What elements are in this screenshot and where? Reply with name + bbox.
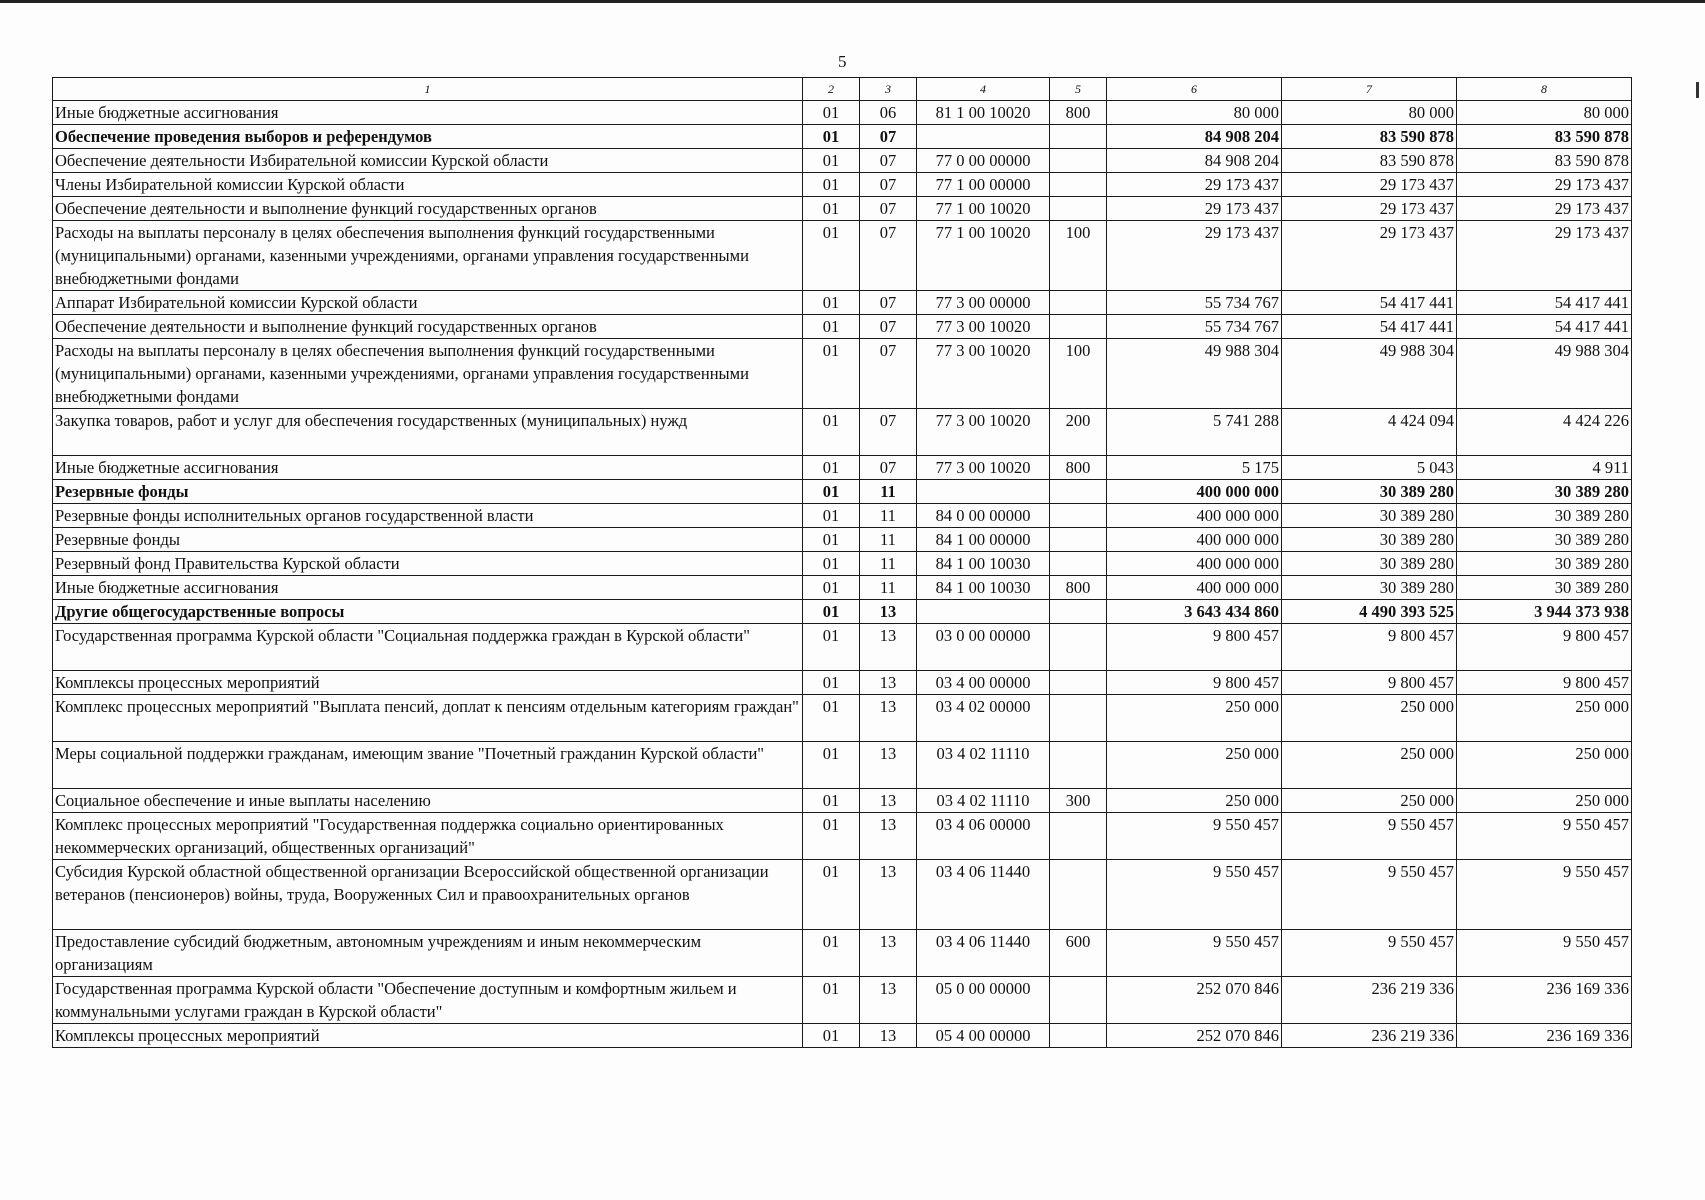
row-name: Предоставление субсидий бюджетным, автономным учреждениям и иным некоммерческим организациям <box>53 930 803 977</box>
amount-col-6: 9 800 457 <box>1107 671 1282 695</box>
row-name: Расходы на выплаты персоналу в целях обеспечения выполнения функций государственными (муниципальными) органами, казенными учреждениями, органами управления государственными внебюджетными фондами <box>53 339 803 409</box>
target-article-code: 03 4 00 00000 <box>917 671 1050 695</box>
target-article-code: 84 1 00 00000 <box>917 528 1050 552</box>
target-article-code: 77 3 00 10020 <box>917 456 1050 480</box>
amount-col-7: 236 219 336 <box>1282 1024 1457 1048</box>
target-article-code: 03 4 02 11110 <box>917 789 1050 813</box>
amount-col-8: 30 389 280 <box>1457 576 1632 600</box>
subsection-code: 13 <box>860 671 917 695</box>
table-row <box>53 624 1632 671</box>
expense-type-code <box>1050 671 1107 695</box>
row-name: Комплекс процессных мероприятий "Выплата пенсий, доплат к пенсиям отдельным категориям граждан" <box>53 695 803 742</box>
table-row <box>53 930 1632 977</box>
amount-col-8: 29 173 437 <box>1457 221 1632 291</box>
column-number: 3 <box>860 78 917 101</box>
amount-col-8: 9 800 457 <box>1457 671 1632 695</box>
row-name: Комплекс процессных мероприятий "Государственная поддержка социально ориентированных некоммерческих организаций, общественных организаций" <box>53 813 803 860</box>
expense-type-code <box>1050 860 1107 930</box>
row-name: Обеспечение проведения выборов и референдумов <box>53 125 803 149</box>
subsection-code: 13 <box>860 695 917 742</box>
amount-col-7: 29 173 437 <box>1282 197 1457 221</box>
subsection-code: 13 <box>860 1024 917 1048</box>
amount-col-8: 250 000 <box>1457 742 1632 789</box>
section-code: 01 <box>803 339 860 409</box>
table-row <box>53 101 1632 125</box>
target-article-code: 03 4 02 11110 <box>917 742 1050 789</box>
target-article-code: 84 1 00 10030 <box>917 552 1050 576</box>
table-row <box>53 600 1632 624</box>
amount-col-7: 29 173 437 <box>1282 221 1457 291</box>
expense-type-code: 200 <box>1050 409 1107 456</box>
expense-type-code <box>1050 695 1107 742</box>
scan-edge-mark <box>1696 82 1699 98</box>
expense-type-code <box>1050 291 1107 315</box>
amount-col-7: 80 000 <box>1282 101 1457 125</box>
section-code: 01 <box>803 552 860 576</box>
amount-col-6: 5 741 288 <box>1107 409 1282 456</box>
subsection-code: 13 <box>860 930 917 977</box>
amount-col-6: 84 908 204 <box>1107 149 1282 173</box>
amount-col-8: 250 000 <box>1457 789 1632 813</box>
target-article-code: 77 1 00 10020 <box>917 221 1050 291</box>
column-number: 7 <box>1282 78 1457 101</box>
amount-col-7: 30 389 280 <box>1282 576 1457 600</box>
amount-col-6: 29 173 437 <box>1107 173 1282 197</box>
table-row <box>53 860 1632 930</box>
amount-col-6: 29 173 437 <box>1107 197 1282 221</box>
section-code: 01 <box>803 600 860 624</box>
column-number: 6 <box>1107 78 1282 101</box>
subsection-code: 07 <box>860 291 917 315</box>
target-article-code: 77 3 00 10020 <box>917 315 1050 339</box>
expense-type-code: 300 <box>1050 789 1107 813</box>
row-name: Члены Избирательной комиссии Курской области <box>53 173 803 197</box>
section-code: 01 <box>803 695 860 742</box>
amount-col-6: 400 000 000 <box>1107 528 1282 552</box>
budget-table <box>52 77 1632 1048</box>
subsection-code: 07 <box>860 409 917 456</box>
amount-col-8: 4 911 <box>1457 456 1632 480</box>
section-code: 01 <box>803 860 860 930</box>
amount-col-7: 29 173 437 <box>1282 173 1457 197</box>
target-article-code: 77 3 00 00000 <box>917 291 1050 315</box>
column-number: 2 <box>803 78 860 101</box>
target-article-code: 03 4 06 00000 <box>917 813 1050 860</box>
amount-col-8: 3 944 373 938 <box>1457 600 1632 624</box>
column-number: 4 <box>917 78 1050 101</box>
target-article-code: 77 1 00 00000 <box>917 173 1050 197</box>
amount-col-6: 400 000 000 <box>1107 504 1282 528</box>
column-number-row <box>53 78 1632 101</box>
row-name: Иные бюджетные ассигнования <box>53 576 803 600</box>
subsection-code: 07 <box>860 173 917 197</box>
subsection-code: 07 <box>860 456 917 480</box>
subsection-code: 11 <box>860 552 917 576</box>
amount-col-6: 80 000 <box>1107 101 1282 125</box>
target-article-code <box>917 480 1050 504</box>
amount-col-7: 4 424 094 <box>1282 409 1457 456</box>
expense-type-code <box>1050 125 1107 149</box>
row-name: Обеспечение деятельности и выполнение функций государственных органов <box>53 315 803 339</box>
amount-col-7: 30 389 280 <box>1282 504 1457 528</box>
table-row <box>53 671 1632 695</box>
section-code: 01 <box>803 789 860 813</box>
amount-col-6: 9 550 457 <box>1107 860 1282 930</box>
target-article-code: 05 4 00 00000 <box>917 1024 1050 1048</box>
expense-type-code <box>1050 552 1107 576</box>
amount-col-6: 250 000 <box>1107 742 1282 789</box>
subsection-code: 13 <box>860 813 917 860</box>
row-name: Комплексы процессных мероприятий <box>53 671 803 695</box>
amount-col-6: 252 070 846 <box>1107 1024 1282 1048</box>
row-name: Социальное обеспечение и иные выплаты населению <box>53 789 803 813</box>
section-code: 01 <box>803 409 860 456</box>
row-name: Расходы на выплаты персоналу в целях обеспечения выполнения функций государственными (муниципальными) органами, казенными учреждениями, органами управления государственными внебюджетными фондами <box>53 221 803 291</box>
amount-col-7: 30 389 280 <box>1282 528 1457 552</box>
table-row <box>53 576 1632 600</box>
row-name: Комплексы процессных мероприятий <box>53 1024 803 1048</box>
amount-col-7: 9 550 457 <box>1282 813 1457 860</box>
expense-type-code: 800 <box>1050 101 1107 125</box>
amount-col-6: 250 000 <box>1107 789 1282 813</box>
amount-col-8: 30 389 280 <box>1457 504 1632 528</box>
amount-col-8: 236 169 336 <box>1457 1024 1632 1048</box>
amount-col-7: 9 550 457 <box>1282 930 1457 977</box>
expense-type-code <box>1050 977 1107 1024</box>
row-name: Иные бюджетные ассигнования <box>53 456 803 480</box>
subsection-code: 11 <box>860 504 917 528</box>
amount-col-6: 400 000 000 <box>1107 576 1282 600</box>
amount-col-6: 55 734 767 <box>1107 315 1282 339</box>
subsection-code: 07 <box>860 315 917 339</box>
amount-col-6: 9 550 457 <box>1107 813 1282 860</box>
budget-table-body <box>53 78 1632 1048</box>
section-code: 01 <box>803 742 860 789</box>
subsection-code: 13 <box>860 624 917 671</box>
amount-col-8: 83 590 878 <box>1457 125 1632 149</box>
column-number: 1 <box>53 78 803 101</box>
amount-col-7: 250 000 <box>1282 789 1457 813</box>
amount-col-8: 54 417 441 <box>1457 291 1632 315</box>
amount-col-7: 9 550 457 <box>1282 860 1457 930</box>
row-name: Резервные фонды исполнительных органов государственной власти <box>53 504 803 528</box>
section-code: 01 <box>803 173 860 197</box>
amount-col-8: 30 389 280 <box>1457 528 1632 552</box>
target-article-code: 77 3 00 10020 <box>917 339 1050 409</box>
expense-type-code <box>1050 528 1107 552</box>
table-row <box>53 813 1632 860</box>
section-code: 01 <box>803 930 860 977</box>
row-name: Резервные фонды <box>53 528 803 552</box>
subsection-code: 07 <box>860 125 917 149</box>
target-article-code: 77 1 00 10020 <box>917 197 1050 221</box>
table-row <box>53 977 1632 1024</box>
amount-col-7: 9 800 457 <box>1282 671 1457 695</box>
amount-col-7: 30 389 280 <box>1282 480 1457 504</box>
expense-type-code <box>1050 315 1107 339</box>
amount-col-7: 83 590 878 <box>1282 149 1457 173</box>
amount-col-6: 49 988 304 <box>1107 339 1282 409</box>
amount-col-8: 4 424 226 <box>1457 409 1632 456</box>
table-row <box>53 742 1632 789</box>
table-row <box>53 552 1632 576</box>
expense-type-code <box>1050 600 1107 624</box>
section-code: 01 <box>803 456 860 480</box>
subsection-code: 07 <box>860 197 917 221</box>
row-name: Обеспечение деятельности и выполнение функций государственных органов <box>53 197 803 221</box>
table-row <box>53 197 1632 221</box>
table-row <box>53 789 1632 813</box>
target-article-code: 03 4 06 11440 <box>917 860 1050 930</box>
table-row <box>53 339 1632 409</box>
row-name: Аппарат Избирательной комиссии Курской области <box>53 291 803 315</box>
expense-type-code <box>1050 197 1107 221</box>
table-row <box>53 315 1632 339</box>
row-name: Меры социальной поддержки гражданам, имеющим звание "Почетный гражданин Курской области" <box>53 742 803 789</box>
subsection-code: 07 <box>860 221 917 291</box>
table-row <box>53 221 1632 291</box>
table-row <box>53 173 1632 197</box>
amount-col-7: 54 417 441 <box>1282 315 1457 339</box>
table-row <box>53 528 1632 552</box>
amount-col-7: 49 988 304 <box>1282 339 1457 409</box>
target-article-code: 05 0 00 00000 <box>917 977 1050 1024</box>
table-row <box>53 291 1632 315</box>
row-name: Резервный фонд Правительства Курской области <box>53 552 803 576</box>
amount-col-8: 83 590 878 <box>1457 149 1632 173</box>
target-article-code: 03 0 00 00000 <box>917 624 1050 671</box>
row-name: Государственная программа Курской области "Обеспечение доступным и комфортным жильем и коммунальными услугами граждан в Курской области" <box>53 977 803 1024</box>
amount-col-8: 9 800 457 <box>1457 624 1632 671</box>
amount-col-6: 55 734 767 <box>1107 291 1282 315</box>
page-top-border <box>0 0 1705 3</box>
section-code: 01 <box>803 1024 860 1048</box>
target-article-code: 84 0 00 00000 <box>917 504 1050 528</box>
row-name: Резервные фонды <box>53 480 803 504</box>
subsection-code: 13 <box>860 860 917 930</box>
target-article-code: 03 4 02 00000 <box>917 695 1050 742</box>
expense-type-code: 600 <box>1050 930 1107 977</box>
amount-col-7: 54 417 441 <box>1282 291 1457 315</box>
amount-col-8: 9 550 457 <box>1457 813 1632 860</box>
expense-type-code: 100 <box>1050 339 1107 409</box>
amount-col-6: 400 000 000 <box>1107 480 1282 504</box>
amount-col-8: 30 389 280 <box>1457 552 1632 576</box>
row-name: Иные бюджетные ассигнования <box>53 101 803 125</box>
section-code: 01 <box>803 125 860 149</box>
expense-type-code: 800 <box>1050 456 1107 480</box>
target-article-code: 77 0 00 00000 <box>917 149 1050 173</box>
expense-type-code <box>1050 624 1107 671</box>
subsection-code: 13 <box>860 977 917 1024</box>
amount-col-8: 30 389 280 <box>1457 480 1632 504</box>
section-code: 01 <box>803 315 860 339</box>
amount-col-6: 3 643 434 860 <box>1107 600 1282 624</box>
expense-type-code <box>1050 813 1107 860</box>
amount-col-6: 400 000 000 <box>1107 552 1282 576</box>
amount-col-7: 236 219 336 <box>1282 977 1457 1024</box>
amount-col-8: 54 417 441 <box>1457 315 1632 339</box>
amount-col-8: 9 550 457 <box>1457 860 1632 930</box>
section-code: 01 <box>803 624 860 671</box>
amount-col-8: 80 000 <box>1457 101 1632 125</box>
amount-col-6: 9 550 457 <box>1107 930 1282 977</box>
section-code: 01 <box>803 101 860 125</box>
section-code: 01 <box>803 576 860 600</box>
section-code: 01 <box>803 977 860 1024</box>
amount-col-7: 4 490 393 525 <box>1282 600 1457 624</box>
amount-col-6: 252 070 846 <box>1107 977 1282 1024</box>
amount-col-8: 29 173 437 <box>1457 197 1632 221</box>
target-article-code <box>917 600 1050 624</box>
subsection-code: 13 <box>860 600 917 624</box>
amount-col-7: 30 389 280 <box>1282 552 1457 576</box>
section-code: 01 <box>803 149 860 173</box>
amount-col-7: 250 000 <box>1282 742 1457 789</box>
amount-col-8: 250 000 <box>1457 695 1632 742</box>
amount-col-7: 5 043 <box>1282 456 1457 480</box>
subsection-code: 13 <box>860 742 917 789</box>
subsection-code: 11 <box>860 528 917 552</box>
row-name: Другие общегосударственные вопросы <box>53 600 803 624</box>
target-article-code: 84 1 00 10030 <box>917 576 1050 600</box>
expense-type-code <box>1050 149 1107 173</box>
table-row <box>53 125 1632 149</box>
table-row <box>53 456 1632 480</box>
amount-col-6: 5 175 <box>1107 456 1282 480</box>
amount-col-6: 250 000 <box>1107 695 1282 742</box>
amount-col-8: 49 988 304 <box>1457 339 1632 409</box>
row-name: Государственная программа Курской области "Социальная поддержка граждан в Курской области" <box>53 624 803 671</box>
amount-col-7: 83 590 878 <box>1282 125 1457 149</box>
subsection-code: 13 <box>860 789 917 813</box>
amount-col-8: 29 173 437 <box>1457 173 1632 197</box>
table-row <box>53 504 1632 528</box>
section-code: 01 <box>803 221 860 291</box>
section-code: 01 <box>803 291 860 315</box>
section-code: 01 <box>803 197 860 221</box>
expense-type-code: 800 <box>1050 576 1107 600</box>
target-article-code <box>917 125 1050 149</box>
table-row <box>53 480 1632 504</box>
expense-type-code <box>1050 480 1107 504</box>
table-row <box>53 409 1632 456</box>
expense-type-code <box>1050 742 1107 789</box>
expense-type-code <box>1050 504 1107 528</box>
expense-type-code: 100 <box>1050 221 1107 291</box>
subsection-code: 07 <box>860 339 917 409</box>
subsection-code: 06 <box>860 101 917 125</box>
section-code: 01 <box>803 480 860 504</box>
page-number: 5 <box>838 52 847 71</box>
row-name: Обеспечение деятельности Избирательной комиссии Курской области <box>53 149 803 173</box>
amount-col-7: 250 000 <box>1282 695 1457 742</box>
column-number: 8 <box>1457 78 1632 101</box>
section-code: 01 <box>803 813 860 860</box>
amount-col-8: 236 169 336 <box>1457 977 1632 1024</box>
row-name: Закупка товаров, работ и услуг для обеспечения государственных (муниципальных) нужд <box>53 409 803 456</box>
table-row <box>53 695 1632 742</box>
subsection-code: 11 <box>860 576 917 600</box>
target-article-code: 81 1 00 10020 <box>917 101 1050 125</box>
target-article-code: 03 4 06 11440 <box>917 930 1050 977</box>
table-row <box>53 149 1632 173</box>
section-code: 01 <box>803 504 860 528</box>
section-code: 01 <box>803 671 860 695</box>
subsection-code: 07 <box>860 149 917 173</box>
row-name: Субсидия Курской областной общественной организации Всероссийской общественной организации ветеранов (пенсионеров) войны, труда, Вооруженных Сил и правоохранительных органов <box>53 860 803 930</box>
target-article-code: 77 3 00 10020 <box>917 409 1050 456</box>
amount-col-7: 9 800 457 <box>1282 624 1457 671</box>
section-code: 01 <box>803 528 860 552</box>
column-number: 5 <box>1050 78 1107 101</box>
subsection-code: 11 <box>860 480 917 504</box>
amount-col-8: 9 550 457 <box>1457 930 1632 977</box>
amount-col-6: 84 908 204 <box>1107 125 1282 149</box>
expense-type-code <box>1050 173 1107 197</box>
expense-type-code <box>1050 1024 1107 1048</box>
table-row <box>53 1024 1632 1048</box>
amount-col-6: 29 173 437 <box>1107 221 1282 291</box>
amount-col-6: 9 800 457 <box>1107 624 1282 671</box>
